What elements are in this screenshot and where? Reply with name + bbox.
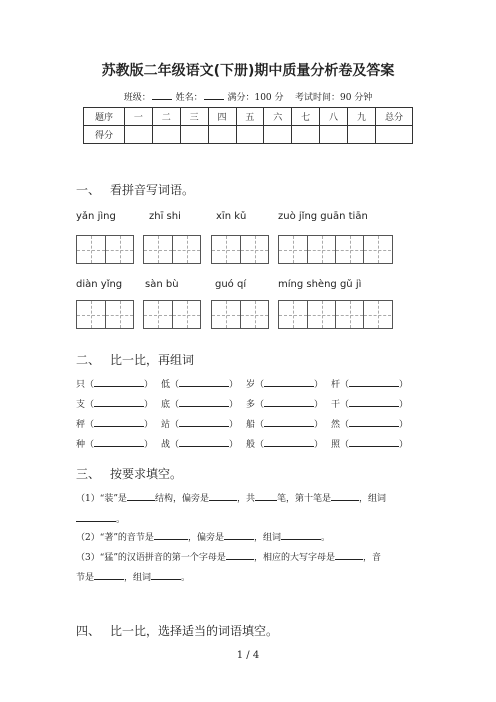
- score-cell[interactable]: [208, 126, 236, 144]
- pinyin-1-1: yǎn jìng: [76, 211, 116, 222]
- score-cell[interactable]: [292, 126, 320, 144]
- section-4-heading: 四、 比一比，选择适当的词语填空。: [76, 624, 279, 638]
- page-title: 苏教版二年级语文(下册)期中质量分析卷及答案: [101, 63, 395, 79]
- score-cell[interactable]: [152, 126, 180, 144]
- fill-question-3: （3）“猛”的汉语拼音的第一个字母是 ，相应的大写字母是 ，音: [76, 553, 381, 563]
- compare-row: 只（ ） 低（ ） 岁（ ） 杆（ ）: [76, 380, 409, 390]
- writing-grid[interactable]: [76, 235, 134, 264]
- score-header-cell: 五: [236, 108, 264, 126]
- fill-question-3-cont: 节是 ，组词 。: [76, 573, 191, 583]
- page-number: 1 / 4: [236, 650, 260, 661]
- section-2-heading: 二、 比一比，再组词: [76, 353, 195, 367]
- pinyin-2-1: diàn yǐng: [76, 279, 123, 290]
- score-header-cell: 总分: [376, 108, 413, 126]
- student-info-line: [0, 90, 496, 103]
- score-header-cell: 一: [125, 108, 153, 126]
- score-input-row: [84, 126, 413, 144]
- score-header-cell: 四: [208, 108, 236, 126]
- pinyin-2-4: míng shèng gǔ jì: [278, 279, 362, 290]
- exam-time: 考试时间：90 分钟: [294, 93, 373, 103]
- score-cell[interactable]: [236, 126, 264, 144]
- score-header-cell: 二: [152, 108, 180, 126]
- pinyin-1-4: zuò jǐng guān tiān: [278, 211, 368, 222]
- class-label: 班级：: [123, 93, 151, 103]
- compare-row: 秤（ ） 站（ ） 船（ ） 然（ ）: [76, 420, 409, 430]
- section-3-heading: 三、 按要求填空。: [76, 467, 183, 481]
- score-header-row: [84, 108, 413, 126]
- fill-question-1: （1）“装”是 结构，偏旁是 ，共 笔，第十笔是 ，组词: [76, 494, 386, 504]
- class-blank[interactable]: [152, 91, 172, 100]
- score-cell[interactable]: [376, 126, 413, 144]
- pinyin-2-2: sàn bù: [145, 279, 179, 290]
- full-score: 满分：100 分: [227, 93, 284, 103]
- score-header-cell: 七: [292, 108, 320, 126]
- pinyin-2-3: guó qí: [215, 279, 247, 290]
- writing-grid[interactable]: [143, 235, 201, 264]
- writing-grid[interactable]: [211, 300, 269, 329]
- writing-grid[interactable]: [143, 300, 201, 329]
- score-row-label: 得分: [84, 126, 125, 144]
- fill-question-1-cont: 。: [76, 513, 125, 527]
- pinyin-1-2: zhī shi: [149, 211, 181, 222]
- name-label: 姓名：: [175, 93, 203, 103]
- compare-row: 支（ ） 底（ ） 多（ ） 干（ ）: [76, 400, 409, 410]
- fill-question-2: （2）“著”的音节是 ，偏旁是 ，组词 。: [76, 533, 330, 543]
- writing-grid[interactable]: [211, 235, 269, 264]
- score-cell[interactable]: [320, 126, 348, 144]
- score-cell[interactable]: [348, 126, 376, 144]
- score-header-cell: 题序: [84, 108, 125, 126]
- score-cell[interactable]: [264, 126, 292, 144]
- score-header-cell: 三: [180, 108, 208, 126]
- pinyin-1-3: xīn kǔ: [216, 211, 247, 222]
- score-table: [83, 107, 413, 144]
- score-header-cell: 九: [348, 108, 376, 126]
- writing-grid[interactable]: [76, 300, 134, 329]
- name-blank[interactable]: [204, 91, 224, 100]
- score-cell[interactable]: [125, 126, 153, 144]
- compare-row: 种（ ） 战（ ） 般（ ） 照（ ）: [76, 440, 409, 450]
- section-1-heading: 一、 看拼音写词语。: [76, 183, 195, 197]
- writing-grid[interactable]: [278, 235, 393, 264]
- score-cell[interactable]: [180, 126, 208, 144]
- writing-grid[interactable]: [278, 300, 393, 329]
- score-header-cell: 八: [320, 108, 348, 126]
- score-header-cell: 六: [264, 108, 292, 126]
